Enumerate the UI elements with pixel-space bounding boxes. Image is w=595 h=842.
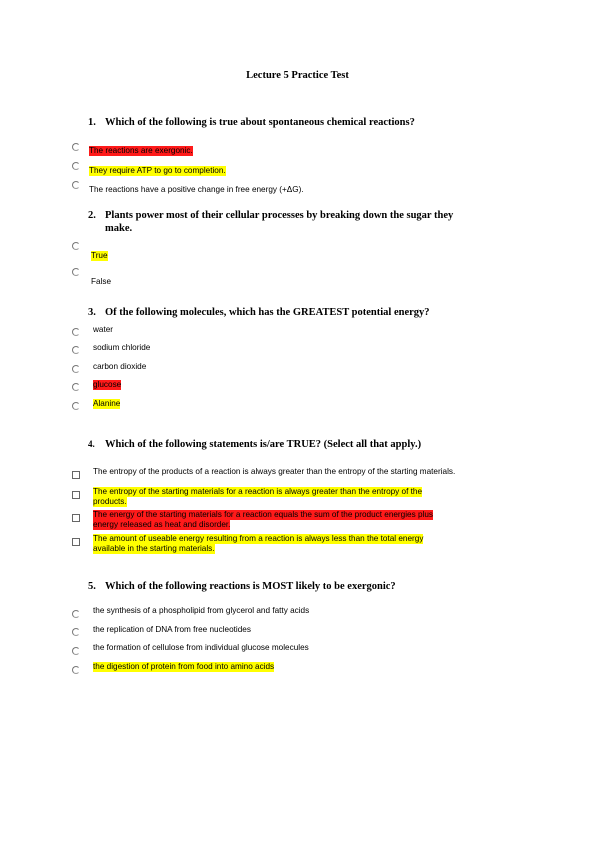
question-number: 2. bbox=[88, 210, 96, 221]
answer-option: the replication of DNA from free nucleotides bbox=[93, 625, 251, 634]
page-title: Lecture 5 Practice Test bbox=[246, 70, 349, 81]
radio-button[interactable] bbox=[72, 610, 80, 618]
radio-button[interactable] bbox=[72, 181, 80, 189]
question-number: 3. bbox=[88, 307, 96, 318]
question-text: Which of the following reactions is MOST likely to be exergonic? bbox=[105, 581, 396, 592]
answer-option: The entropy of the products of a reaction is always greater than the entropy of the starting materials. bbox=[93, 467, 456, 476]
answer-option-continued: available in the starting materials. bbox=[93, 544, 215, 553]
answer-option-continued: energy released as heat and disorder. bbox=[93, 520, 231, 529]
radio-button[interactable] bbox=[72, 383, 80, 391]
answer-option: Alanine bbox=[93, 399, 121, 408]
answer-option: They require ATP to go to completion. bbox=[89, 166, 226, 175]
radio-button[interactable] bbox=[72, 346, 80, 354]
answer-option: The reactions have a positive change in free energy (+ΔG). bbox=[89, 185, 304, 194]
answer-option: water bbox=[93, 325, 114, 334]
radio-button[interactable] bbox=[72, 268, 80, 276]
question-text: Plants power most of their cellular processes by breaking down the sugar they bbox=[105, 210, 454, 221]
question-number: 4. bbox=[88, 439, 95, 449]
radio-button[interactable] bbox=[72, 328, 80, 336]
checkbox[interactable] bbox=[72, 471, 80, 479]
radio-button[interactable] bbox=[72, 628, 80, 636]
radio-button[interactable] bbox=[72, 365, 80, 373]
checkbox[interactable] bbox=[72, 538, 80, 546]
checkbox[interactable] bbox=[72, 491, 80, 499]
answer-option: the synthesis of a phospholipid from glycerol and fatty acids bbox=[93, 606, 310, 615]
answer-option: glucose bbox=[93, 380, 122, 389]
question-text: Of the following molecules, which has the GREATEST potential energy? bbox=[105, 307, 430, 318]
answer-option: the formation of cellulose from individual glucose molecules bbox=[93, 643, 309, 652]
answer-option: carbon dioxide bbox=[93, 362, 147, 371]
radio-button[interactable] bbox=[72, 162, 80, 170]
answer-option: The entropy of the starting materials for a reaction is always greater than the entropy of the bbox=[93, 487, 423, 496]
answer-option: The energy of the starting materials for a reaction equals the sum of the product energies plus bbox=[93, 510, 433, 519]
question-text-continued: make. bbox=[105, 223, 133, 234]
answer-option: False bbox=[91, 277, 112, 286]
radio-button[interactable] bbox=[72, 647, 80, 655]
question-text: Which of the following statements is/are TRUE? (Select all that apply.) bbox=[105, 439, 422, 450]
question-number: 1. bbox=[88, 117, 96, 128]
question-text: Which of the following is true about spontaneous chemical reactions? bbox=[105, 117, 415, 128]
radio-button[interactable] bbox=[72, 402, 80, 410]
radio-button[interactable] bbox=[72, 666, 80, 674]
answer-option: The amount of useable energy resulting from a reaction is always less than the total energy bbox=[93, 534, 424, 543]
answer-option: sodium chloride bbox=[93, 343, 151, 352]
answer-option-continued: products. bbox=[93, 497, 127, 506]
checkbox[interactable] bbox=[72, 514, 80, 522]
answer-option: the digestion of protein from food into amino acids bbox=[93, 662, 275, 671]
answer-option: The reactions are exergonic. bbox=[89, 146, 193, 155]
answer-option: True bbox=[91, 251, 108, 260]
radio-button[interactable] bbox=[72, 143, 80, 151]
question-number: 5. bbox=[88, 581, 96, 592]
radio-button[interactable] bbox=[72, 242, 80, 250]
